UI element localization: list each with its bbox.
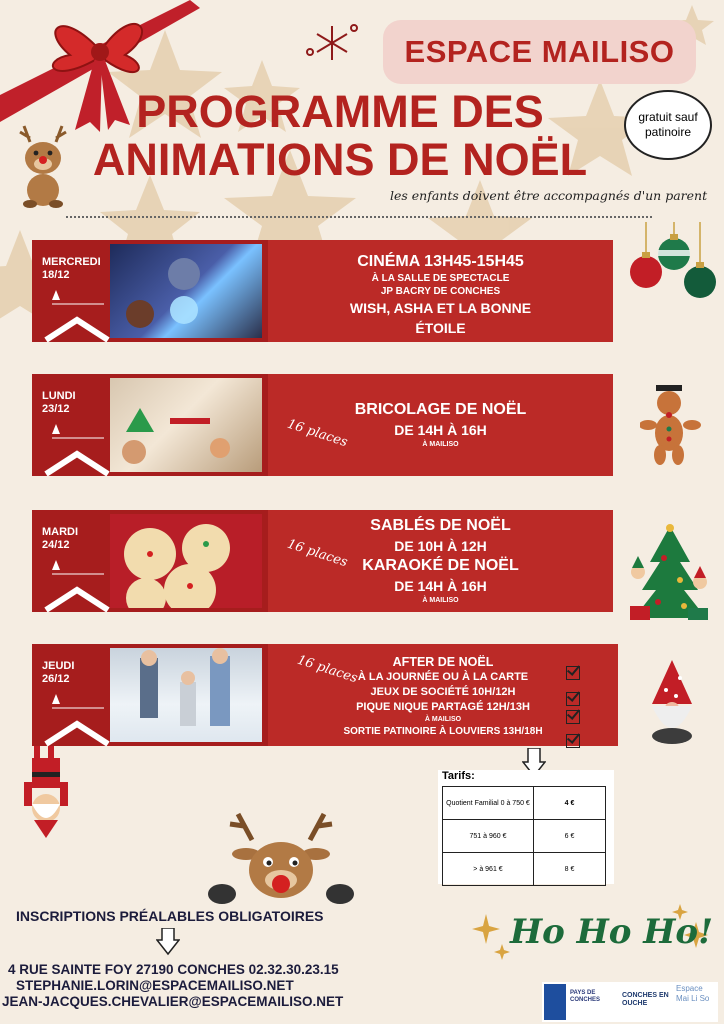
parent-note: les enfants doivent être accompagnés d'un parent xyxy=(390,188,708,203)
gingerbread-man-icon xyxy=(640,385,706,467)
snowflake-icon xyxy=(300,18,364,68)
event-day: JEUDI xyxy=(42,660,75,672)
event-time: DE 14H À 16H xyxy=(394,422,487,438)
bubble-line-1: gratuit sauf xyxy=(638,110,698,124)
event-date: 18/12 xyxy=(42,269,70,281)
checkbox-icon xyxy=(566,692,580,706)
inscriptions-notice: INSCRIPTIONS PRÉALABLES OBLIGATOIRES xyxy=(16,908,324,924)
table-cell: 4 € xyxy=(534,787,606,820)
chevron-decoration-icon xyxy=(44,584,110,618)
tree-chevron-icon xyxy=(44,556,110,576)
event-title: AFTER DE NOËL xyxy=(392,655,494,669)
event-time: DE 10H À 12H xyxy=(394,538,487,554)
checkbox-icon xyxy=(566,666,580,680)
page-title xyxy=(60,88,620,184)
event-panel-bricolage xyxy=(268,374,613,476)
badge-text: ESPACE MAILISO xyxy=(404,34,675,69)
speech-bubble xyxy=(624,90,712,160)
checkbox-icon xyxy=(566,734,580,748)
email-link[interactable]: STEPHANIE.LORIN@ESPACEMAILISO.NET xyxy=(16,978,294,993)
event-detail: PIQUE NIQUE PARTAGÉ 12H/13H xyxy=(356,701,530,713)
event-date-label xyxy=(42,526,78,552)
gnome-icon xyxy=(640,660,704,744)
chevron-decoration-icon xyxy=(44,448,110,482)
partner-logos xyxy=(542,982,718,1022)
tarifs-table xyxy=(442,786,606,886)
event-detail: À LA JOURNÉE OU À LA CARTE xyxy=(357,671,529,683)
event-date-label xyxy=(42,660,74,686)
event-title: CINÉMA 13H45-15H45 xyxy=(357,253,524,270)
event-location: À MAILISO xyxy=(424,716,462,723)
tarifs-label: Tarifs: xyxy=(442,770,475,782)
event-date: 23/12 xyxy=(42,403,70,415)
tarifs-box xyxy=(438,770,614,884)
table-cell: 8 € xyxy=(534,853,606,886)
event-date-label xyxy=(42,390,76,416)
table-cell: Quotient Familial 0 à 750 € xyxy=(443,787,534,820)
event-detail: À LA SALLE DE SPECTACLE xyxy=(371,273,510,284)
address: 4 RUE SAINTE FOY 27190 CONCHES 02.32.30.23.15 xyxy=(8,962,339,977)
mailiso-logo: Espace Mai Li So xyxy=(676,984,710,1003)
checkbox-icon xyxy=(566,710,580,724)
christmas-tree-icon xyxy=(624,522,716,624)
caf-logo xyxy=(544,984,566,1020)
santa-icon xyxy=(20,742,74,838)
tree-chevron-icon xyxy=(44,286,110,306)
event-photo-cookies xyxy=(110,514,262,608)
bubble-line-2: patinoire xyxy=(644,125,692,139)
places-note: 16 places xyxy=(295,652,360,687)
event-film: WISH, ASHA ET LA BONNE xyxy=(349,300,532,316)
chevron-decoration-icon xyxy=(44,314,110,348)
title-line-1: PROGRAMME DES xyxy=(136,86,544,137)
event-location: À MAILISO xyxy=(422,441,459,448)
event-date: 24/12 xyxy=(42,539,70,551)
event-time: DE 14H À 16H xyxy=(394,578,487,594)
reindeer-peeking-icon xyxy=(208,810,354,906)
event-title: BRICOLAGE DE NOËL xyxy=(354,401,527,418)
hohoho-text: Ho Ho Ho! xyxy=(510,912,714,952)
table-row xyxy=(443,853,606,886)
table-cell: > à 961 € xyxy=(443,853,534,886)
event-title: KARAOKÉ DE NOËL xyxy=(362,557,519,574)
table-row xyxy=(443,787,606,820)
table-cell: 751 à 960 € xyxy=(443,820,534,853)
event-date-label xyxy=(42,256,101,282)
event-day: MERCREDI xyxy=(42,256,101,268)
event-location: À MAILISO xyxy=(422,597,459,604)
event-day: LUNDI xyxy=(42,390,76,402)
event-day: MARDI xyxy=(42,526,79,538)
event-photo-skating xyxy=(110,648,262,742)
event-photo-crafts xyxy=(110,378,262,472)
chevron-decoration-icon xyxy=(44,718,110,752)
tree-chevron-icon xyxy=(44,690,110,710)
pays-de-conches-logo: PAYS DE CONCHES xyxy=(570,990,601,1003)
conches-en-ouche-logo: CONCHES EN OUCHE xyxy=(622,992,669,1007)
title-line-2: ANIMATIONS DE NOËL xyxy=(92,134,588,185)
table-row xyxy=(443,820,606,853)
event-detail: SORTIE PATINOIRE À LOUVIERS 13H/18H xyxy=(343,726,543,737)
event-film: ÉTOILE xyxy=(415,320,466,336)
event-date: 26/12 xyxy=(42,673,70,685)
tree-chevron-icon xyxy=(44,420,110,440)
event-detail: JEUX DE SOCIÉTÉ 10H/12H xyxy=(370,686,516,698)
event-panel-cinema xyxy=(268,240,613,342)
email-link[interactable]: JEAN-JACQUES.CHEVALIER@ESPACEMAILISO.NET xyxy=(2,994,344,1009)
christmas-ornaments-icon xyxy=(626,222,722,302)
event-photo-cinema xyxy=(110,244,262,338)
arrow-down-icon xyxy=(156,928,180,956)
espace-mailiso-badge xyxy=(383,20,696,84)
table-cell: 6 € xyxy=(534,820,606,853)
event-title: SABLÉS DE NOËL xyxy=(370,517,511,534)
dotted-divider xyxy=(66,216,652,218)
event-detail: JP BACRY DE CONCHES xyxy=(380,286,501,297)
places-note: 16 places xyxy=(285,536,350,571)
places-note: 16 places xyxy=(285,416,350,451)
